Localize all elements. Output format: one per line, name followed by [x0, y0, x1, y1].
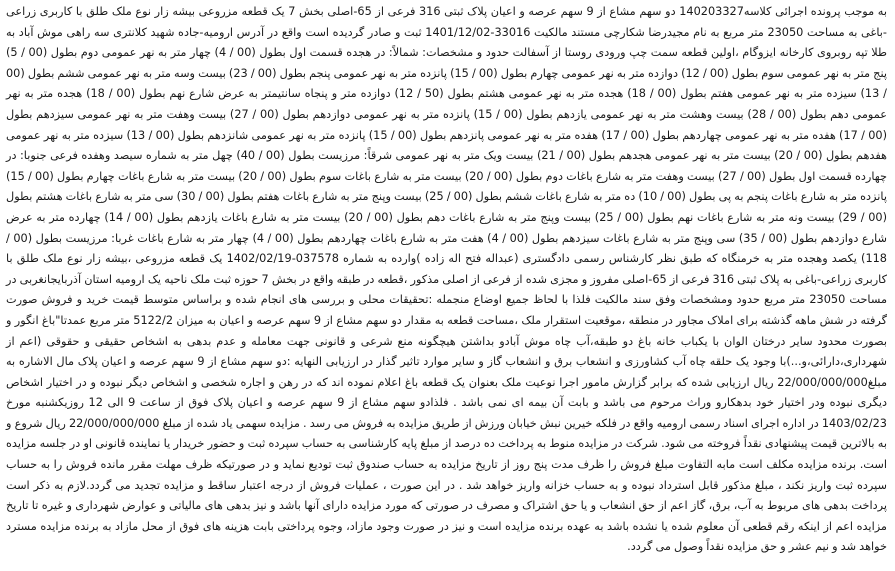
auction-notice-body: به موجب پرونده اجرائی کلاسه140203327 دو سهم مشاع از 9 سهم عرصه و اعیان پلاک ثبتی 316 فرعی از 65-اصلی بخش 7 یک قطعه مزروعی بیشه زار نوع ملک طلق با کاربری زراعی -باغی به مساحت 23050 متر مربع به نام مجیدرضا شکارچی مستند مالکیت 33016-1401/12/02 ثبت و صادر گردیده است واقع در آدرس ارومیه-جاده شهید کلانتری سه راهی موش آباد به طلا تپه روبروی کارخانه ایزوگام ،اولین قطعه سمت چپ ورودی روستا از آسفالت حدود و مشخصات: شمالاً: در هجده قسمت اول بطول (00 / 4) چهار متر به نهر عمومی دوم بطول (00 / 5) پنج متر به نهر عمومی سوم بطول (00 / 12) دوازده متر به نهر عمومی چهارم بطول (00 / 15) پانزده متر به نهر عمومی پنجم بطول (00 / 23) بیست وسه متر به نهر عمومی ششم بطول (00 / 13) سیزده متر به نهر عمومی هفتم بطول (00 / 18) هجده متر به نهر عمومی هشتم بطول (50 / 12) دوازده متر و پنجاه سانتیمتر به عرض شارع نهم بطول (00 / 18) هجده متر به نهر عمومی دهم بطول (00 / 28) بیست وهشت متر به نهر عمومی یازدهم بطول (00 / 15) پانزده متر به نهر عمومی دوازدهم بطول (00 / 27) بیست وهفت متر به نهر عمومی سیزدهم بطول (00 / 17) هفده متر به نهر عمومی چهاردهم بطول (00 / 17) هفده متر به نهر عمومی پانزدهم بطول (00 / 15) پانزده متر به نهر عمومی شانزدهم بطول (00 / 13) سیزده متر به نهر عمومی هفدهم بطول (00 / 20) بیست متر به نهر عمومی هجدهم بطول (00 / 21) بیست ویک متر به نهر عمومی شرقاً: مرزیست بطول (00 / 40) چهل متر به شماره سیصد وهفده فرعی جنوبا: در چهارده قسمت اول بطول (00 / 27) بیست وهفت متر به شارع باغات دوم بطول (00 / 20) بیست متر به شارع باغات سوم بطول (00 / 20) بیست متر به شارع باغات چهارم بطول (00 / 15) پانزده متر به شارع باغات پنجم به پی بطول (00 / 10) ده متر به شارع باغات ششم بطول (00 / 25) بیست وپنج متر به شارع باغات هفتم بطول (00 / 30) سی متر به شارع باغات هشتم بطول (00 / 29) بیست ونه متر به شارع باغات نهم بطول (00 / 25) بیست وپنج متر به شارع باغات دهم بطول (00 / 20) بیست متر به شارع باغات یازدهم بطول (00 / 14) چهارده متر به عرض شارع دوازدهم بطول (00 / 35) سی وپنج متر به شارع باغات سیزدهم بطول (00 / 4) هفت متر به شارع باغات چهاردهم بطول (00 / 4) چهار متر به شارع باغات غربا: مرزیست بطول (00 / 118) یکصد وهجده متر به خرمنگاه که طبق نظر کارشناس رسمی دادگستری (عبداله فتح اله زاده )وارده به شماره 037578-1402/02/19 یک قطعه مزروعی ،بیشه زار نوع ملک طلق با کاربری زراعی-باغی به پلاک ثبتی 316 فرعی از 65-اصلی مفروز و مجزی شده از فرعی از اصلی مذکور ،قطعه در طبقه واقع در بخش 7 حوزه ثبت ملک ناحیه یک ارومیه استان آذربایجانغربی در مساحت 23050 متر مربع حدود ومشخصات وفق سند مالکیت فلذا با لحاظ جمیع اوضاع منجمله :تحقیقات محلی و بررسی های انجام شده و براساس متوسط قیمت خرید و فروش صورت گرفته در شش ماهه گذشته برای املاک مجاور در منطقه ،موقعیت استقرار ملک ،مساحت قطعه به مقدار دو سهم مشاع از 9 سهم عرصه و اعیان به میزان 5122/2 متر مربع عمدتا"باغ انگور و بصورت محدود سایر درختان الوان با یکباب خانه باغ دو طبقه،آب چاه موش آبادو بداشتن هیچگونه منع شرعی و قانونی جهت معامله و عدم بدهی به اشخاص حقیقی و حقوقی (اعم از شهرداری،دارائی،و...)با وجود یک حلقه چاه آب کشاورزی و انشعاب برق و انشعاب گاز و سایر موارد تاثیر گذار در ارزیابی النهایه :دو سهم مشاع از 9 سهم عرصه و اعیان پلاک مال الاشاره به مبلغ22/000/000/000 ریال ارزیابی شده که برابر گزارش مامور اجرا نوعیت ملک بعنوان یک قطعه باغ اعلام نموده اند که در رهن و اجاره شخصی و اشخاص دیگر نبوده و در اختیار اشخاص دیگری نبوده ودر اختیار خود بدهکارو وراث مرحوم می باشد و بابت آن بیمه ای نمی باشد . فلذادو سهم مشاع از 9 سهم عرصه و اعیان پلاک فوق از ساعت 9 الی 12 روزیکشنبه مورخ 1403/02/23 در اداره اجرای اسناد رسمی ارومیه واقع در فلکه خیرین نبش خیابان ورزش از طریق مزایده به فروش می رسد . مزایده سهمی یاد شده از مبلغ 22/000/000/000 ریال شروع و به بالاترین قیمت پیشنهادی نقداً فروخته می شود. شرکت در مزایده منوط به پرداخت ده درصد از مبلغ پایه کارشناسی به حساب سپرده ثبت و حضور خریدار یا نماینده قانونی او در جلسه مزایده است. برنده مزایده مکلف است مابه التفاوت مبلغ فروش را ظرف مدت پنج روز از تاریخ مزایده به حساب صندوق ثبت تودیع نماید و در صورتیکه ظرف مهلت مقرر مانده فروش را به حساب سپرده ثبت واریز نکند ، مبلغ مذکور قابل استرداد نبوده و به حساب خزانه واریز خواهد شد . در این صورت ، عملیات فروش از درجه اعتبار ساقط و مزایده تجدید می گردد.لازم به ذکر است پرداخت بدهی های مربوط به آب، برق، گاز اعم از حق انشعاب و یا حق اشتراک و مصرف در صورتی که مورد مزایده دارای آنها باشد و نیز بدهی های مالیاتی و عوارض شهرداری و غیره تا تاریخ مزایده اعم از اینکه رقم قطعی آن معلوم شده یا نشده باشد به عهده برنده مزایده است و نیز در صورت وجود مازاد، وجوه پرداختی بابت هزینه های فوق از محل مازاد به برنده مزایده مسترد خواهد شد و نیم عشر و حق مزایده نقداً وصول می گردد. — [6, 5, 888, 554]
